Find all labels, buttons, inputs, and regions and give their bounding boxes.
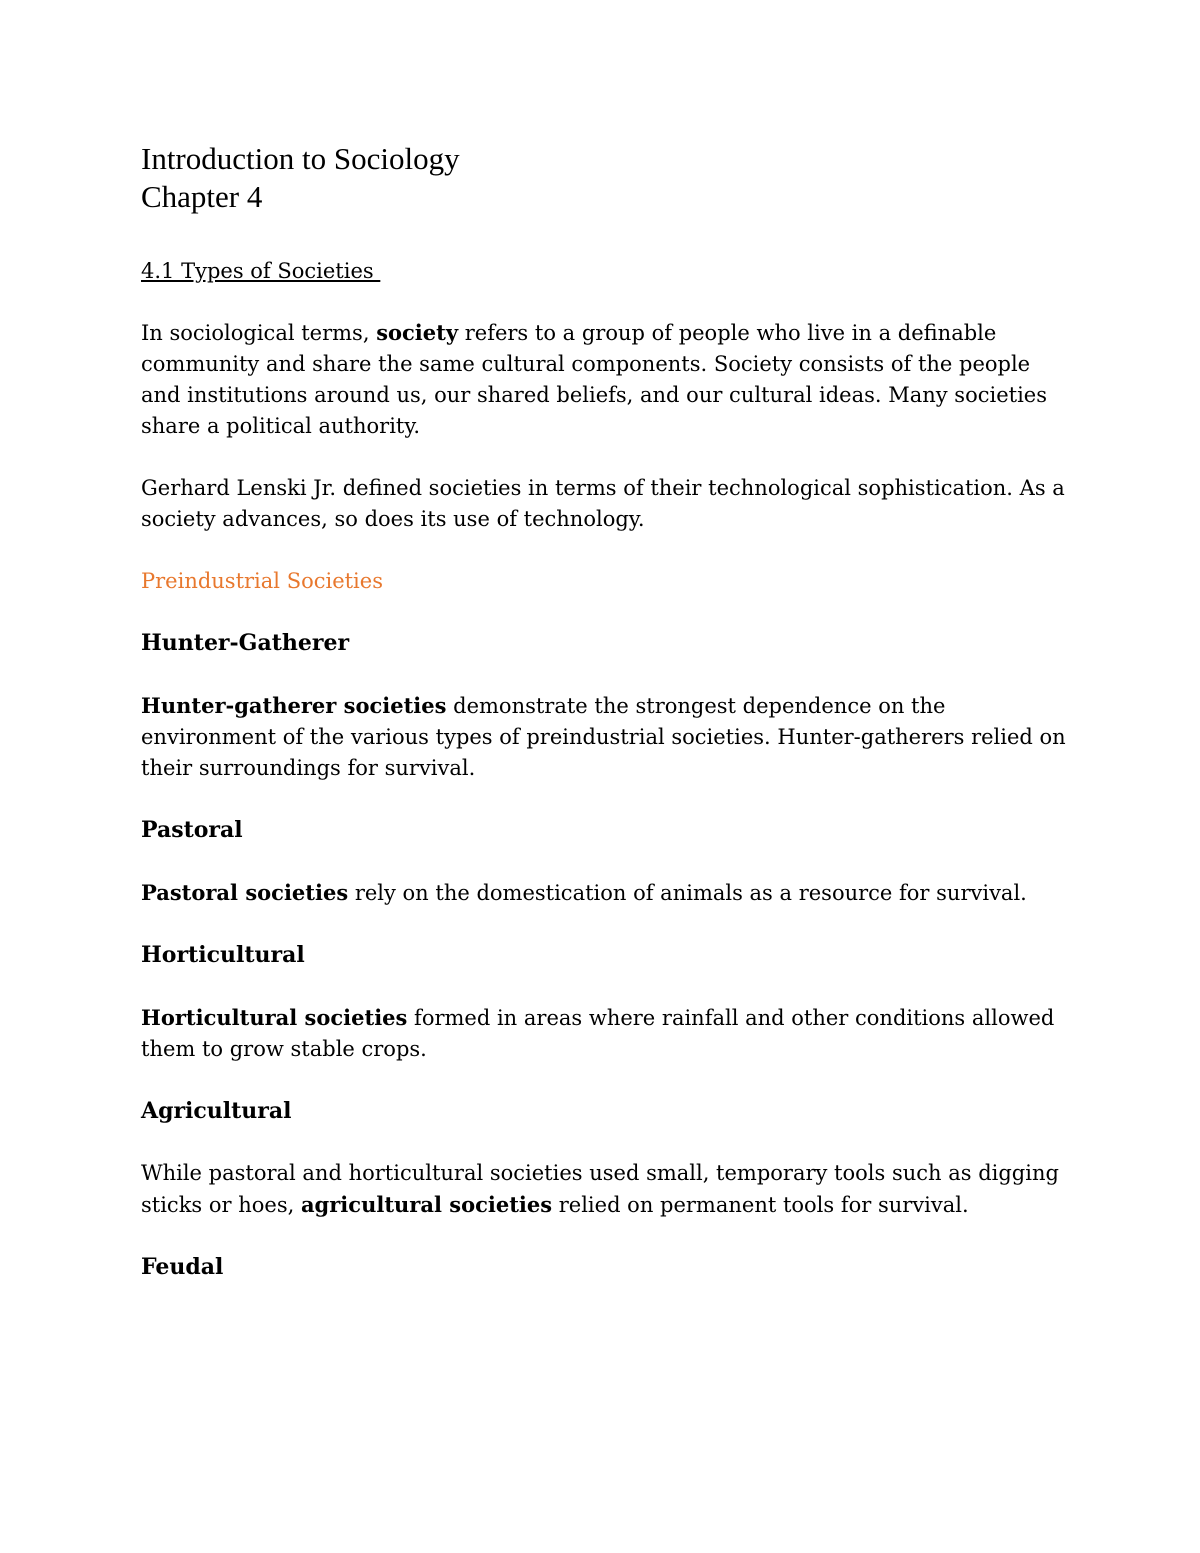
agricultural-term: agricultural societies — [300, 1192, 553, 1217]
hunter-gatherer-heading: Hunter-Gatherer — [141, 630, 350, 656]
agricultural-paragraph — [141, 1158, 1071, 1221]
intro-term: society — [376, 320, 459, 345]
pastoral-term: Pastoral societies — [141, 880, 349, 905]
agricultural-heading: Agricultural — [141, 1098, 292, 1124]
feudal-heading: Feudal — [141, 1254, 224, 1280]
pastoral-paragraph — [141, 877, 1071, 909]
document-title: Introduction to Sociology — [141, 141, 460, 176]
intro-text-pre: In sociological terms, — [141, 321, 377, 345]
agricultural-text-pre: While pastoral and horticultural societies used small, temporary tools such as digging sticks or hoes, — [141, 1161, 1059, 1217]
pastoral-text: rely on the domestication of animals as a resource for survival. — [348, 881, 1027, 905]
hunter-gatherer-text: demonstrate the strongest dependence on the environment of the various types of preindustrial societies. Hunter-gatherers relied on their surroundings for survival. — [141, 694, 1066, 780]
pastoral-heading: Pastoral — [141, 817, 243, 843]
intro-paragraph — [141, 317, 1071, 442]
horticultural-heading: Horticultural — [141, 942, 305, 968]
document-page — [141, 140, 1071, 1283]
horticultural-term: Horticultural societies — [141, 1005, 408, 1030]
horticultural-paragraph — [141, 1002, 1071, 1065]
chapter-title: Chapter 4 — [141, 179, 263, 214]
preindustrial-heading: Preindustrial Societies — [141, 569, 383, 593]
lenski-paragraph: Gerhard Lenski Jr. defined societies in terms of their technological sophistication. As a society advances, so does its use of technology. — [141, 476, 1065, 531]
horticultural-text: formed in areas where rainfall and other conditions allowed them to grow stable crops. — [141, 1006, 1055, 1061]
hunter-gatherer-term: Hunter-gatherer societies — [141, 693, 447, 718]
intro-text-post: refers to a group of people who live in a definable community and share the same cultural components. Society consists of the people and institutions around us, our shared beliefs, and our cultural ideas. Many societies share a political authority. — [141, 321, 1047, 438]
agricultural-text-post: relied on permanent tools for survival. — [552, 1193, 969, 1217]
section-title: 4.1 Types of Societies — [141, 259, 381, 283]
hunter-gatherer-paragraph — [141, 690, 1071, 784]
